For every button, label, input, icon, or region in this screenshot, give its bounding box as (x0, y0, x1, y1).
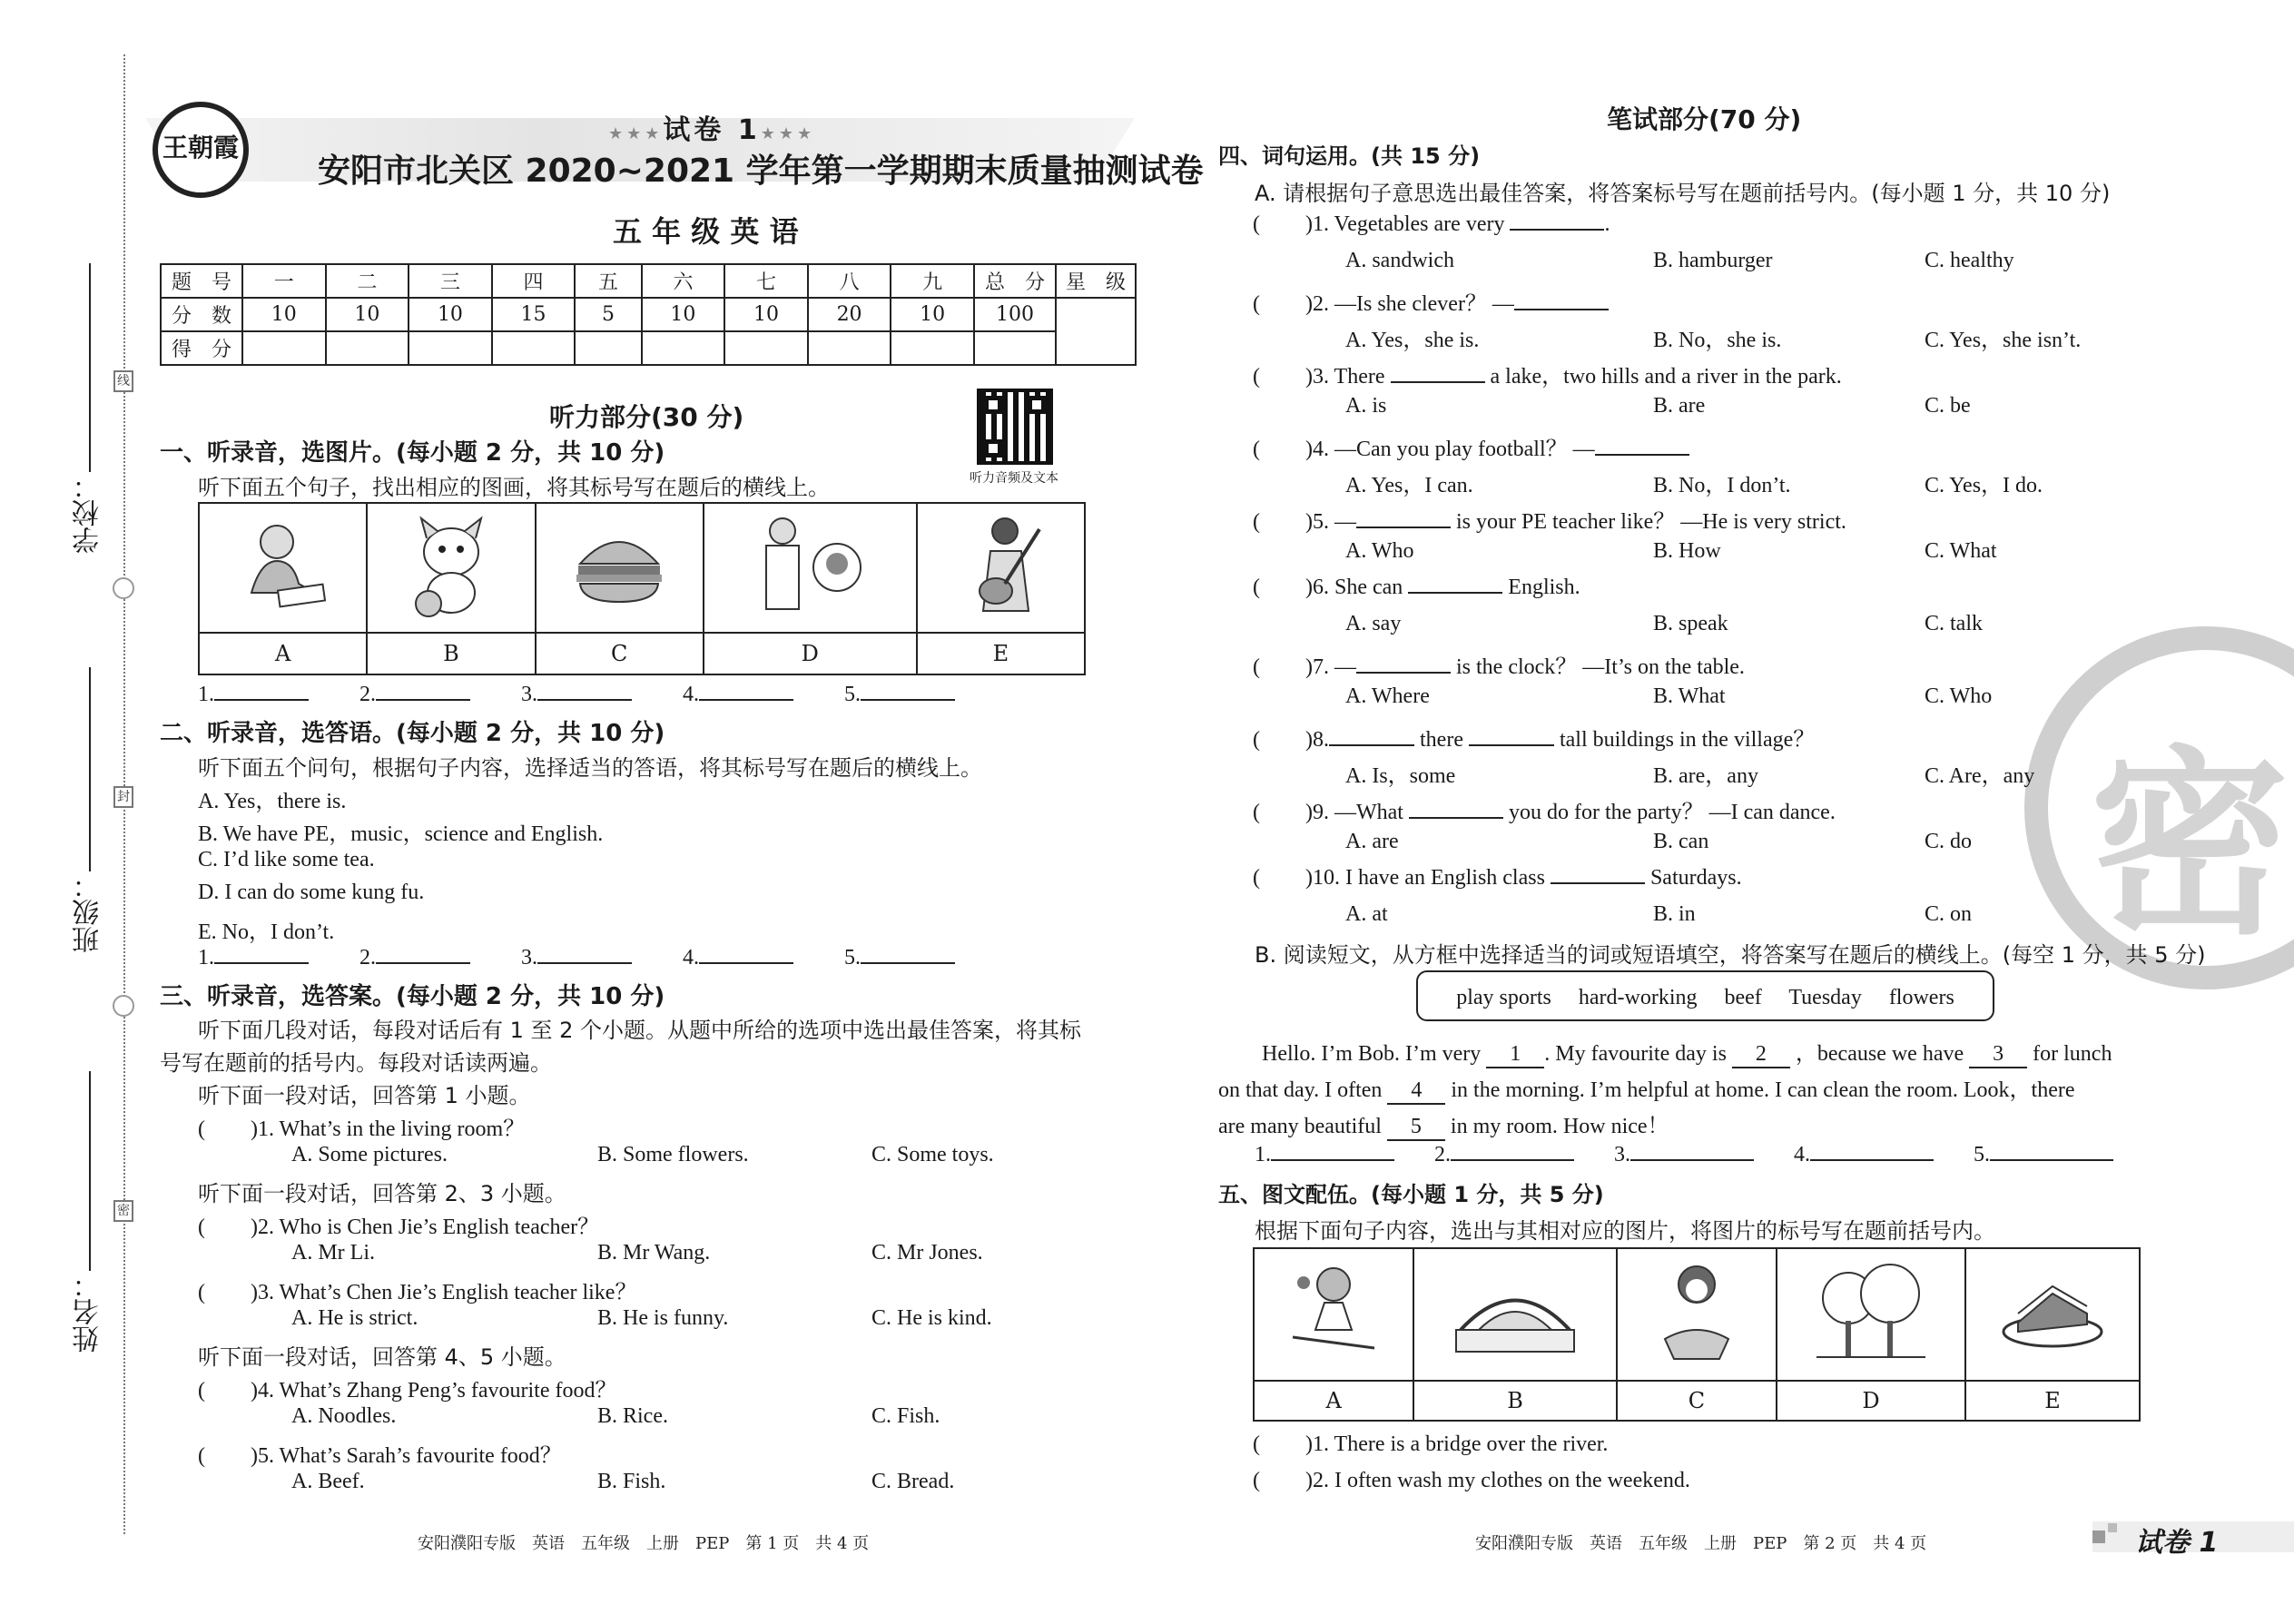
footer-tag-square (2108, 1523, 2117, 1532)
choice-b: B. speak (1653, 612, 1728, 635)
grammar-question: ( )2. —Is she clever？ — (1253, 285, 1609, 317)
passage-line-2: on that day. I often 4 in the morning. I’m helpful at home. I can clean the room. Look，there (1218, 1071, 2075, 1105)
section-1-title: 一、听录音，选图片。(每小题 2 分，共 10 分) (160, 439, 665, 467)
section-4a-instr: A. 请根据句子意思选出最佳答案，将答案标号写在题前括号内。(每小题 1 分，共 10 分) (1255, 181, 2111, 206)
fill-blank[interactable] (1391, 381, 1485, 383)
listening-title: 听力部分(30 分) (549, 402, 744, 432)
answer-blank[interactable] (1630, 1159, 1754, 1161)
choice-a: A. He is strict. (291, 1306, 418, 1330)
grammar-question: ( )4. —Can you play football？ — (1253, 430, 1689, 462)
qr-caption: 听力音频及文本 (970, 471, 1058, 486)
passage-blank[interactable]: 1 (1486, 1042, 1544, 1068)
choice-a: A. is (1345, 394, 1387, 418)
writing-title: 笔试部分(70 分) (1607, 104, 1802, 134)
passage-line-3: are many beautiful 5 in my room. How nice！ (1218, 1107, 1669, 1141)
class-label: 班级： (73, 871, 104, 953)
choice-a: A. at (1345, 902, 1388, 926)
choice-a: A. say (1345, 612, 1402, 635)
score-row-points: 分 数 10 10 10 15 5 10 10 20 10 100 (161, 298, 1136, 331)
score-table (160, 263, 1137, 366)
fill-blank[interactable] (1514, 309, 1609, 310)
choice-a: A. Yes，she is. (1345, 329, 1480, 352)
brand-logo (153, 102, 249, 198)
answer-blank[interactable] (861, 962, 955, 964)
choice-c: C. healthy (1925, 249, 2014, 272)
answer-blank[interactable] (214, 699, 309, 701)
answer-blank[interactable] (537, 962, 632, 964)
binding-mark-line: 线 (113, 370, 133, 392)
picture-label: E (917, 633, 1085, 674)
answer-blank[interactable] (699, 962, 793, 964)
passage-blank[interactable]: 4 (1387, 1078, 1445, 1105)
section-5-title: 五、图文配伍。(每小题 1 分，共 5 分) (1218, 1182, 1604, 1207)
choice-b: B. in (1653, 902, 1696, 926)
listening-question: ( )2. Who is Chen Jie’s English teacher？ (198, 1216, 600, 1239)
answer-blank[interactable] (699, 699, 793, 701)
choice-b: B. He is funny. (597, 1306, 729, 1330)
picture-label: A (199, 633, 367, 674)
listening-question: ( )3. What’s Chen Jie’s English teacher like？ (198, 1281, 637, 1304)
dialogue-group-label: 听下面一段对话，回答第 1 小题。 (198, 1083, 531, 1108)
section-3-title: 三、听录音，选答案。(每小题 2 分，共 10 分) (160, 983, 665, 1010)
choice-a: A. Beef. (291, 1470, 365, 1493)
section-1-instr: 听下面五个句子，找出相应的图画，将其标号写在题后的横线上。 (198, 475, 830, 500)
name-label: 姓名： (73, 1271, 104, 1353)
section-1-pictures (198, 502, 1086, 675)
word-bank: play sports hard-working beef Tuesday flowers (1416, 970, 1994, 1021)
section-4b-instr: B. 阅读短文，从方框中选择适当的词或短语填空，将答案写在题后的横线上。(每空 1 分，共 5 分) (1255, 942, 2206, 968)
picture-label: C (1617, 1381, 1777, 1421)
fill-blank[interactable] (1409, 817, 1503, 819)
binding-mark-secret: 密 (113, 1200, 133, 1222)
footer-left: 安阳濮阳专版 英语 五年级 上册 PEP 第 1 页 共 4 页 (418, 1534, 870, 1553)
passage-line-1: Hello. I’m Bob. I’m very 1 . My favourite day is 2 ，because we have 3 for lunch (1262, 1035, 2112, 1068)
choice-c: C. Yes，she isn’t. (1925, 329, 2082, 352)
school-field[interactable] (89, 263, 91, 472)
section-4-title: 四、词句运用。(共 15 分) (1218, 143, 1481, 169)
answer-blank[interactable] (861, 699, 955, 701)
answer-blank[interactable] (1271, 1159, 1394, 1161)
choice-c: C. on (1925, 902, 1973, 926)
choice-b: B. hamburger (1653, 249, 1773, 272)
fill-blank[interactable] (1551, 882, 1645, 884)
picture-label: D (704, 633, 917, 674)
grammar-question: ( )6. She can English. (1253, 576, 1580, 599)
subject-title: 五 年 级 英 语 (613, 214, 799, 249)
section-5-pictures (1253, 1247, 2141, 1422)
exam-title: 安阳市北关区 2020~2021 学年第一学期期末质量抽测试卷 (318, 153, 1204, 190)
choice-b: B. Rice. (597, 1404, 668, 1428)
choice-c: C. Mr Jones. (871, 1241, 983, 1265)
answer-blank[interactable] (376, 699, 470, 701)
choice-c: C. Are，any (1925, 764, 2035, 788)
section-3-instr: 号写在题前的括号内。每段对话读两遍。 (160, 1050, 552, 1076)
name-field[interactable] (89, 1071, 91, 1271)
section-2-option: D. I can do some kung fu. (198, 881, 425, 904)
choice-a: A. Noodles. (291, 1404, 397, 1428)
brand-logo-text: 王朝霞 (162, 134, 239, 162)
choice-c: C. What (1925, 539, 1997, 563)
binding-hole (113, 995, 134, 1017)
picture-teacher-student (704, 503, 917, 633)
answer-blank[interactable] (214, 962, 309, 964)
match-question: ( )2. I often wash my clothes on the weekend. (1253, 1469, 1690, 1492)
choice-b: B. No，I don’t. (1653, 474, 1791, 497)
picture-hamburger (536, 503, 704, 633)
grammar-question: ( )7. — is the clock？ —It’s on the table. (1253, 655, 1745, 679)
choice-c: C. Who (1925, 684, 1993, 708)
picture-girl-table-tennis (1254, 1248, 1413, 1381)
choice-b: B. can (1653, 830, 1709, 853)
paper-series: ★★★试卷 1★★★ (608, 114, 816, 146)
section-2-answers: 1. 2. 3. 4. 5. (198, 946, 955, 970)
grammar-question: ( )3. There a lake，two hills and a river in the park. (1253, 365, 1842, 389)
footer-right: 安阳濮阳专版 英语 五年级 上册 PEP 第 2 页 共 4 页 (1475, 1534, 1927, 1553)
choice-c: C. be (1925, 394, 1971, 418)
fill-blank[interactable] (1356, 527, 1451, 528)
choice-c: C. Bread. (871, 1470, 955, 1493)
section-2-option: E. No，I don’t. (198, 920, 335, 944)
choice-c: C. Some toys. (871, 1143, 994, 1166)
picture-girl-washing (1617, 1248, 1777, 1381)
fill-blank[interactable] (1510, 229, 1604, 231)
picture-sandwich (1965, 1248, 2140, 1381)
choice-b: B. are (1653, 394, 1706, 418)
section-2-option: C. I’d like some tea. (198, 848, 375, 871)
score-row-earned: 得 分 (161, 331, 1136, 365)
fill-blank[interactable] (1595, 454, 1689, 456)
picture-label: E (1965, 1381, 2140, 1421)
grammar-question: ( )1. Vegetables are very . (1253, 212, 1610, 236)
grammar-question: ( )9. —What you do for the party？ —I can dance. (1253, 801, 1836, 824)
choice-a: A. Is，some (1345, 764, 1456, 788)
picture-dog (367, 503, 535, 633)
picture-label: B (367, 633, 535, 674)
listening-question: ( )4. What’s Zhang Peng’s favourite food？ (198, 1379, 617, 1403)
score-row-number: 题 号 一 二 三 四 五 六 七 八 九 总 分 星 级 (161, 264, 1136, 298)
passage-blank[interactable]: 5 (1387, 1115, 1445, 1141)
section-3-instr: 听下面几段对话，每段对话后有 1 至 2 个小题。从题中所给的选项中选出最佳答案，将其标 (198, 1018, 1082, 1043)
picture-trees (1777, 1248, 1965, 1381)
picture-label: A (1254, 1381, 1413, 1421)
binding-hole (113, 577, 134, 599)
section-4b-answers: 1. 2. 3. 4. 5. (1255, 1143, 2113, 1167)
picture-label: B (1413, 1381, 1617, 1421)
binding-mark-seal: 封 (113, 786, 133, 808)
match-question: ( )1. There is a bridge over the river. (1253, 1432, 1609, 1456)
qr-code[interactable] (977, 389, 1053, 465)
choice-b: B. How (1653, 539, 1721, 563)
section-1-answers: 1. 2. 3. 4. 5. (198, 683, 955, 707)
listening-question: ( )5. What’s Sarah’s favourite food？ (198, 1444, 562, 1468)
watermark-seal: 密 (2024, 626, 2294, 989)
choice-b: B. No，she is. (1653, 329, 1782, 352)
fill-blank[interactable] (1329, 744, 1414, 746)
school-label: 学校： (73, 472, 104, 554)
grammar-question: ( )5. — is your PE teacher like？ —He is very strict. (1253, 510, 1846, 534)
choice-b: B. Some flowers. (597, 1143, 749, 1166)
section-2-option: B. We have PE，music，science and English. (198, 822, 604, 846)
choice-c: C. He is kind. (871, 1306, 992, 1330)
picture-label: C (536, 633, 704, 674)
choice-c: C. Yes，I do. (1925, 474, 2043, 497)
answer-blank[interactable] (376, 962, 470, 964)
choice-b: B. are，any (1653, 764, 1758, 788)
class-field[interactable] (89, 667, 91, 871)
grammar-question: ( )10. I have an English class Saturdays. (1253, 866, 1742, 890)
dialogue-group-label: 听下面一段对话，回答第 2、3 小题。 (198, 1181, 566, 1206)
choice-c: C. do (1925, 830, 1973, 853)
fill-blank[interactable] (1356, 672, 1451, 674)
choice-b: B. Mr Wang. (597, 1241, 711, 1265)
choice-c: C. talk (1925, 612, 1983, 635)
picture-boy-writing (199, 503, 367, 633)
section-2-title: 二、听录音，选答语。(每小题 2 分，共 10 分) (160, 720, 665, 747)
section-2-instr: 听下面五个问句，根据句子内容，选择适当的答语，将其标号写在题后的横线上。 (198, 755, 982, 781)
listening-question: ( )1. What’s in the living room？ (198, 1117, 526, 1141)
answer-blank[interactable] (1990, 1159, 2113, 1161)
fill-blank[interactable] (1469, 744, 1554, 746)
passage-blank[interactable]: 2 (1732, 1042, 1790, 1068)
answer-blank[interactable] (1451, 1159, 1574, 1161)
section-5-instr: 根据下面句子内容，选出与其相对应的图片，将图片的标号写在题前括号内。 (1255, 1218, 1995, 1244)
choice-a: A. are (1345, 830, 1399, 853)
section-2-option: A. Yes，there is. (198, 790, 347, 813)
grammar-question: ( )8. there tall buildings in the village？ (1253, 728, 1816, 752)
dialogue-group-label: 听下面一段对话，回答第 4、5 小题。 (198, 1344, 566, 1370)
choice-b: B. Fish. (597, 1470, 666, 1493)
choice-b: B. What (1653, 684, 1726, 708)
answer-blank[interactable] (537, 699, 632, 701)
answer-blank[interactable] (1810, 1159, 1934, 1161)
choice-a: A. sandwich (1345, 249, 1454, 272)
passage-blank[interactable]: 3 (1969, 1042, 2027, 1068)
choice-a: A. Yes，I can. (1345, 474, 1473, 497)
choice-a: A. Where (1345, 684, 1430, 708)
picture-bridge (1413, 1248, 1617, 1381)
choice-a: A. Who (1345, 539, 1414, 563)
picture-guitar-player (917, 503, 1085, 633)
choice-a: A. Some pictures. (291, 1143, 448, 1166)
footer-tag: 试卷 1 (2135, 1527, 2219, 1559)
choice-c: C. Fish. (871, 1404, 940, 1428)
footer-tag-square (2092, 1530, 2105, 1543)
picture-label: D (1777, 1381, 1965, 1421)
choice-a: A. Mr Li. (291, 1241, 375, 1265)
fill-blank[interactable] (1408, 592, 1502, 594)
